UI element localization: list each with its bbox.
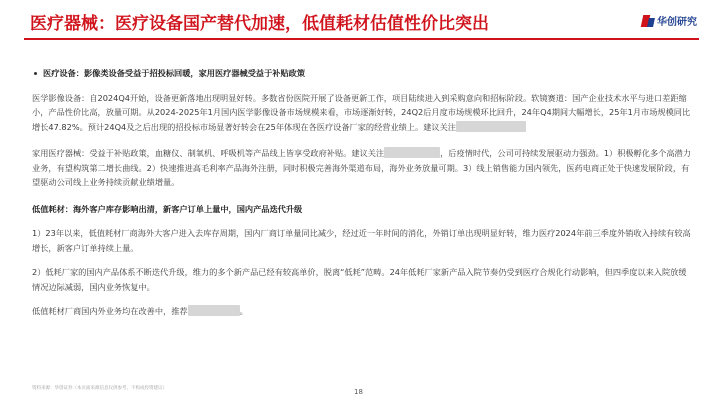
- report-body: [32, 66, 692, 319]
- paragraph-home-devices: 家用医疗器械：受益于补贴政策，血糖仪、制氧机、呼吸机等产品线上皆享受政府补贴。建议关注 ，后疫情时代，公司可持续发展驱动力强劲。1）积极孵化多个高潜力业务，有望构筑第二增长曲线。2）快速推进高毛利率产品海外注册，同时积极完善海外渠道布局，海外业务放量可期。3）线上销售能力国内领先，医药电商正处于快速发展阶段，有望驱动公司线上业务持续贡献业绩增量。: [32, 148, 691, 187]
- page-number: 18: [354, 388, 363, 396]
- paragraph-point-2: 2）低耗厂家的国内产品体系不断迭代升级，维力的多个新产品已经有较高单价，脱离“低耗”范畴。24年低耗厂家新产品入院节奏仍受到医疗合规化行动影响，但四季度以来入院放缓情况边际减弱，国内业务恢复中。: [32, 267, 687, 292]
- bullet-heading-text: 医疗设备：影像类设备受益于招投标回暖，家用医疗器械受益于补贴政策: [43, 68, 306, 78]
- brand-logo-icon: [642, 15, 654, 27]
- paragraph-imaging: 医学影像设备：自2024Q4开始，设备更新落地出现明显好转。多数省份医院开展了设备更新工作，项目陆续进入到采购意向和招标阶段。软镜赛道：国产企业技术水平与进口差距缩小，产品性价比高，放量可期。从2024-2025年1月国内医学影像设备市场规模来看，市场逐渐好转，24Q2后月度市场规模环比回升，24年Q4期间大幅增长，25年1月市场规模同比增长47.82%。预计24Q4及之后出现的招投标市场显著好转会在25年体现在各医疗设备厂家的经营业绩上。建议关注: [32, 92, 691, 132]
- paragraph-point-1: 1）23年以来，低值耗材厂商海外大客户进入去库存周期，国内厂商订单量同比减少，经过近一年时间的消化，外销订单出现明显好转，维力医疗2024年前三季度外销收入持续有较高增长，新客户订单持续上量。: [32, 228, 691, 253]
- header: [0, 0, 719, 36]
- bullet-dot-icon: [34, 72, 37, 75]
- title-divider: [24, 38, 699, 40]
- redacted-company: [384, 147, 440, 158]
- brand-logo: [642, 13, 697, 28]
- paragraph-recommendation: 低值耗材厂商国内外业务均在改善中，推荐 。: [32, 306, 248, 316]
- brand-name: 华创研究: [657, 17, 697, 28]
- page-title: 医疗器械：医疗设备国产替代加速，低值耗材估值性价比突出: [30, 14, 489, 34]
- bullet-heading: [32, 66, 692, 81]
- redacted-company: [456, 121, 526, 132]
- redacted-company: [188, 305, 240, 316]
- section-heading: 低值耗材：海外客户库存影响出清，新客户订单上量中，国内产品迭代升级: [32, 203, 303, 214]
- footer-note: 资料来源：华创证券（本页面来源信息仅供参考，不构成投资建议）: [32, 386, 167, 391]
